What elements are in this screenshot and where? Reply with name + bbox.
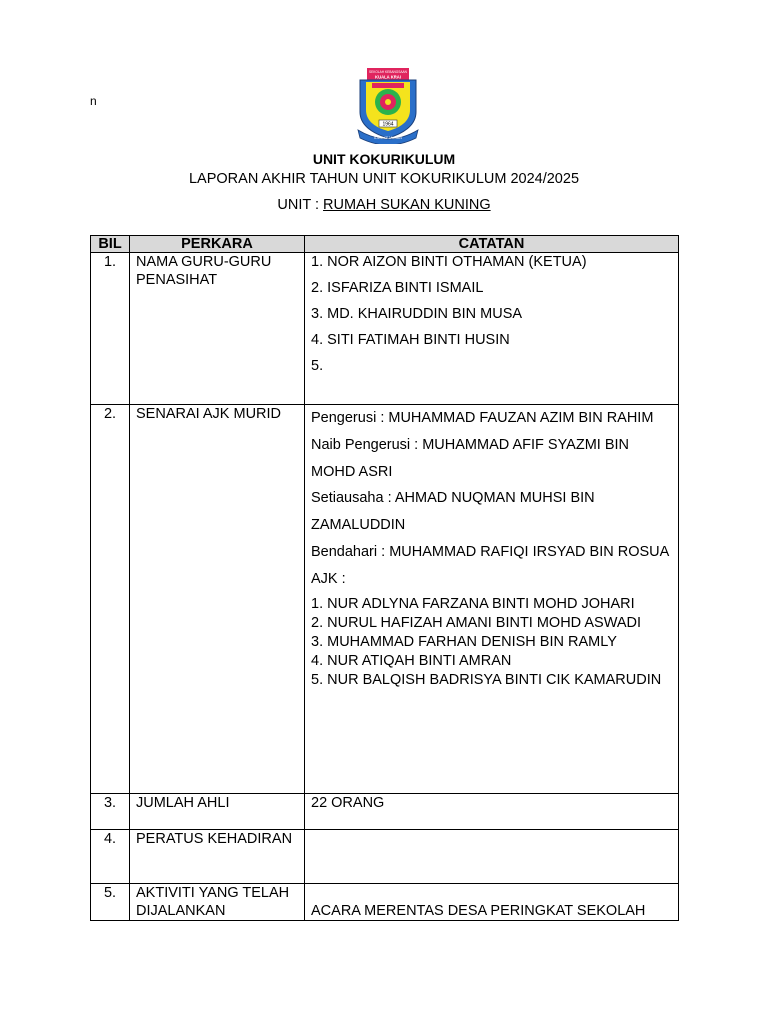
list-item: 5.: [311, 358, 324, 374]
table-row: [91, 830, 679, 884]
row-perkara: NAMA GURU-GURU PENASIHAT: [130, 253, 305, 405]
report-subtitle: LAPORAN AKHIR TAHUN UNIT KOKURIKULUM 2024/2025: [188, 171, 580, 187]
table-row: [91, 405, 679, 794]
row-bil: 2.: [91, 405, 130, 794]
row-perkara: PERATUS KEHADIRAN: [130, 830, 305, 884]
unit-line: [0, 197, 768, 213]
list-item: 1. NUR ADLYNA FARZANA BINTI MOHD JOHARI: [311, 595, 635, 612]
list-item: 4. NUR ATIQAH BINTI AMRAN: [311, 652, 512, 669]
table-row: [91, 253, 679, 405]
header-catatan: CATATAN: [305, 236, 679, 253]
row-perkara: SENARAI AJK MURID: [130, 405, 305, 794]
unit-value: RUMAH SUKAN KUNING: [323, 197, 491, 213]
row-catatan: 22 ORANG: [305, 794, 679, 830]
ajk-members: [311, 595, 672, 690]
list-item: 3. MUHAMMAD FARHAN DENISH BIN RAMLY: [311, 633, 617, 650]
list-item: 5. NUR BALQISH BADRISYA BINTI CIK KAMARUDIN: [311, 671, 662, 688]
row-perkara: AKTIVITI YANG TELAH DIJALANKAN: [130, 884, 305, 921]
row-bil: 4.: [91, 830, 130, 884]
row-bil: 3.: [91, 794, 130, 830]
list-item: 1. NOR AIZON BINTI OTHAMAN (KETUA): [311, 254, 587, 270]
logo-top-text: SEKOLAH KEBANGSAAN: [369, 70, 407, 74]
list-item: Setiausaha : AHMAD NUQMAN MUHSI BIN ZAMALUDDIN: [311, 490, 595, 534]
row-bil: 5.: [91, 884, 130, 921]
row-catatan: [305, 405, 679, 794]
list-item: AJK :: [311, 570, 346, 587]
header-perkara: PERKARA: [130, 236, 305, 253]
report-table: [90, 235, 679, 921]
logo-motto-text: ILMU KEJAYAAN: [374, 136, 402, 140]
list-item: 2. NURUL HAFIZAH AMANI BINTI MOHD ASWADI: [311, 614, 642, 631]
list-item: 2. ISFARIZA BINTI ISMAIL: [311, 280, 484, 296]
row-perkara: JUMLAH AHLI: [130, 794, 305, 830]
row-bil: 1.: [91, 253, 130, 405]
list-item: 4. SITI FATIMAH BINTI HUSIN: [311, 332, 510, 348]
list-item: Naib Pengerusi : MUHAMMAD AFIF SYAZMI BIN MOHD ASRI: [311, 436, 629, 480]
table-row: [91, 884, 679, 921]
table-header-row: [91, 236, 679, 253]
list-item: 3. MD. KHAIRUDDIN BIN MUSA: [311, 306, 523, 322]
logo-year-text: 1964: [382, 121, 394, 128]
stray-character: n: [90, 94, 97, 108]
unit-label: UNIT :: [277, 197, 324, 213]
row-catatan: [305, 253, 679, 405]
row-catatan: ACARA MERENTAS DESA PERINGKAT SEKOLAH: [305, 884, 679, 921]
list-item: Bendahari : MUHAMMAD RAFIQI IRSYAD BIN ROSUA: [311, 543, 670, 560]
school-crest-logo: [354, 68, 422, 144]
row-catatan: [305, 830, 679, 884]
header-bil: BIL: [91, 236, 130, 253]
logo-school-text: KUALA KRAI: [375, 74, 401, 80]
page-title: UNIT KOKURIKULUM: [312, 151, 456, 167]
ajk-roles: [311, 405, 672, 593]
table-row: [91, 794, 679, 830]
list-item: Pengerusi : MUHAMMAD FAUZAN AZIM BIN RAHIM: [311, 410, 654, 426]
